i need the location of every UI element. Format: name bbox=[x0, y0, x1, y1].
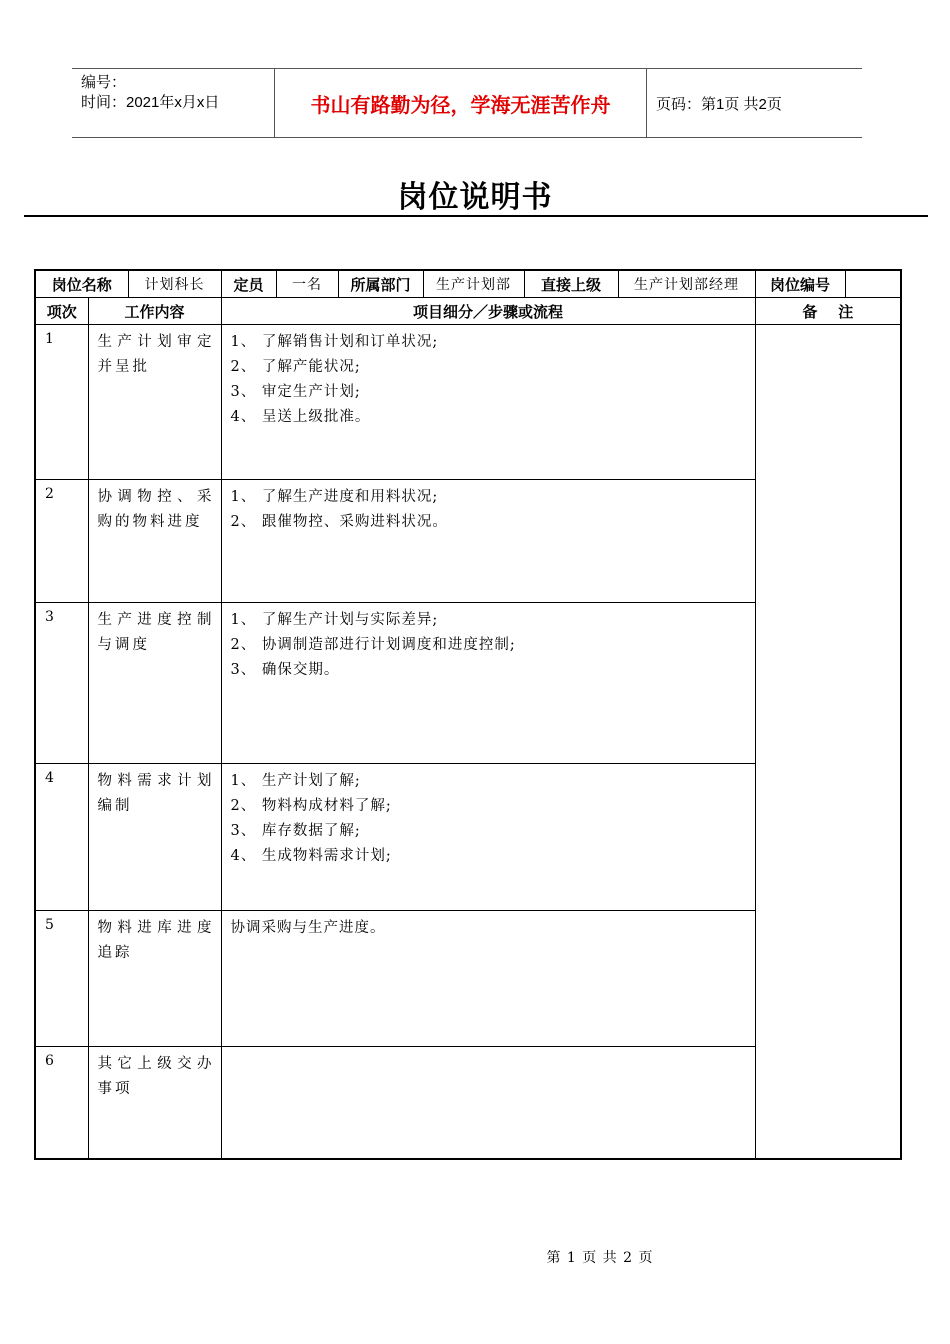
row-steps bbox=[221, 603, 755, 764]
col-remark-header: 备 注 bbox=[755, 298, 901, 325]
post-no-label: 岗位编号 bbox=[755, 270, 845, 298]
col-steps-header: 项目细分／步骤或流程 bbox=[221, 298, 755, 325]
page-header bbox=[72, 68, 862, 138]
post-name-label: 岗位名称 bbox=[35, 270, 128, 298]
step-item: 协调采购与生产进度。 bbox=[230, 920, 386, 936]
title-divider bbox=[24, 215, 928, 217]
post-no-value bbox=[845, 270, 901, 298]
job-description-table bbox=[34, 269, 902, 1160]
remark-cell bbox=[755, 325, 901, 1160]
header-page-info: 页码：第1页 共2页 bbox=[656, 95, 782, 113]
row-number: 6 bbox=[35, 1047, 88, 1160]
dept-label: 所属部门 bbox=[338, 270, 423, 298]
superior-value: 生产计划部经理 bbox=[618, 270, 755, 298]
header-meta bbox=[72, 69, 274, 137]
row-work-content: 生产计划审定并呈批 bbox=[88, 325, 221, 480]
step-item: 2、 了解产能状况; bbox=[230, 359, 361, 375]
header-motto: 书山有路勤为径，学海无涯苦作舟 bbox=[274, 69, 647, 137]
doc-time: 时间：2021年x月x日 bbox=[81, 94, 220, 111]
row-work-content: 物料需求计划编制 bbox=[88, 764, 221, 911]
row-steps bbox=[221, 325, 755, 480]
row-steps bbox=[221, 480, 755, 603]
doc-code-label: 编号： bbox=[81, 74, 127, 91]
row-work-content: 物料进库进度追踪 bbox=[88, 911, 221, 1047]
step-item: 3、 确保交期。 bbox=[230, 662, 340, 678]
document-title: 岗位说明书 bbox=[397, 180, 553, 215]
step-item: 1、 了解销售计划和订单状况; bbox=[230, 334, 439, 350]
col-work-header: 工作内容 bbox=[88, 298, 221, 325]
row-number: 2 bbox=[35, 480, 88, 603]
step-item: 2、 协调制造部进行计划调度和进度控制; bbox=[230, 637, 516, 653]
row-number: 3 bbox=[35, 603, 88, 764]
step-item: 2、 物料构成材料了解; bbox=[230, 798, 392, 814]
col-no-header: 项次 bbox=[35, 298, 88, 325]
row-number: 1 bbox=[35, 325, 88, 480]
step-item: 1、 生产计划了解; bbox=[230, 773, 361, 789]
step-item: 3、 审定生产计划; bbox=[230, 384, 361, 400]
row-work-content: 其它上级交办事项 bbox=[88, 1047, 221, 1160]
row-steps bbox=[221, 764, 755, 911]
page-footer bbox=[0, 1247, 950, 1267]
headcount-value: 一名 bbox=[276, 270, 338, 298]
step-item: 4、 生成物料需求计划; bbox=[230, 848, 392, 864]
superior-label: 直接上级 bbox=[524, 270, 618, 298]
headcount-label: 定员 bbox=[221, 270, 276, 298]
step-item: 3、 库存数据了解; bbox=[230, 823, 361, 839]
post-name-value: 计划科长 bbox=[128, 270, 221, 298]
row-number: 4 bbox=[35, 764, 88, 911]
row-work-content: 协调物控、采购的物料进度 bbox=[88, 480, 221, 603]
step-item: 1、 了解生产计划与实际差异; bbox=[230, 612, 439, 628]
row-steps bbox=[221, 911, 755, 1047]
table-row bbox=[35, 325, 901, 480]
page-number-footer: 第 1 页 共 2 页 bbox=[546, 1250, 654, 1266]
info-row bbox=[35, 270, 901, 298]
step-item: 4、 呈送上级批准。 bbox=[230, 409, 371, 425]
dept-value: 生产计划部 bbox=[423, 270, 524, 298]
row-number: 5 bbox=[35, 911, 88, 1047]
row-work-content: 生产进度控制与调度 bbox=[88, 603, 221, 764]
column-header-row bbox=[35, 298, 901, 325]
step-item: 2、 跟催物控、采购进料状况。 bbox=[230, 514, 448, 530]
step-item: 1、 了解生产进度和用料状况; bbox=[230, 489, 439, 505]
row-steps bbox=[221, 1047, 755, 1160]
